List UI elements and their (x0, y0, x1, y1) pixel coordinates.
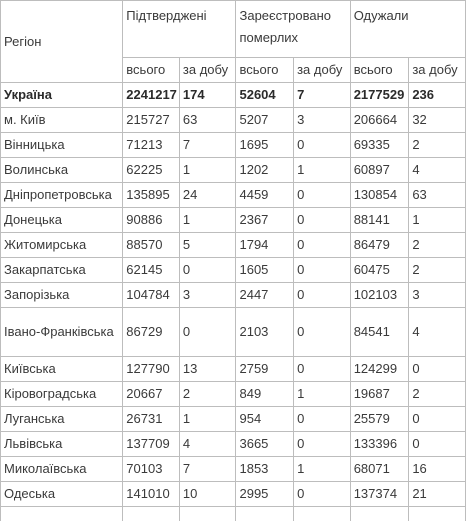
cell-confirmed-per-day: 1 (179, 407, 236, 432)
cell-deaths-per-day: 0 (294, 357, 351, 382)
cell-confirmed-per-day: 63 (179, 108, 236, 133)
table-row (1, 407, 466, 432)
cell-deaths-per-day: 0 (294, 183, 351, 208)
cell-deaths-per-day: 0 (294, 233, 351, 258)
cell-recovered-total: 84541 (350, 308, 409, 357)
cell-confirmed-total: 135895 (123, 183, 180, 208)
table-row (1, 208, 466, 233)
cell-region: м. Київ (1, 108, 123, 133)
cell-confirmed-per-day: 1 (179, 208, 236, 233)
header-confirmed-per-day: за добу (179, 58, 236, 83)
table-row (1, 382, 466, 407)
cell-recovered-total: 60897 (350, 158, 409, 183)
cell-confirmed-per-day: 13 (179, 357, 236, 382)
table-body (1, 83, 466, 521)
cell-confirmed-total: 215727 (123, 108, 180, 133)
cell-confirmed-total: 141010 (123, 482, 180, 507)
cell-recovered-per-day: 2 (409, 133, 466, 158)
cell-deaths-per-day: 1 (294, 158, 351, 183)
cell-confirmed-total: 90886 (123, 208, 180, 233)
cell-deaths-total: 1605 (236, 258, 294, 283)
cell-confirmed-per-day: 0 (179, 258, 236, 283)
cell-confirmed-per-day: 5 (179, 233, 236, 258)
table-row (1, 133, 466, 158)
cell-region: Одеська (1, 482, 123, 507)
table-row (1, 183, 466, 208)
cell-deaths-total: 3665 (236, 432, 294, 457)
table-row (1, 432, 466, 457)
cell-confirmed-per-day: 24 (179, 183, 236, 208)
cell-recovered-total: 86479 (350, 233, 409, 258)
table-row (1, 357, 466, 382)
cell-empty (236, 507, 294, 521)
cell-empty (409, 507, 466, 521)
table-row (1, 233, 466, 258)
cell-confirmed-per-day: 1 (179, 158, 236, 183)
cell-confirmed-total: 127790 (123, 357, 180, 382)
cell-recovered-per-day: 2 (409, 382, 466, 407)
cell-deaths-per-day: 0 (294, 407, 351, 432)
table-row (1, 482, 466, 507)
cell-confirmed-per-day: 7 (179, 133, 236, 158)
cell-confirmed-per-day: 4 (179, 432, 236, 457)
cell-recovered-per-day: 0 (409, 407, 466, 432)
cell-empty (350, 507, 409, 521)
cell-recovered-per-day: 3 (409, 283, 466, 308)
cell-region: Київська (1, 357, 123, 382)
cell-confirmed-per-day: 10 (179, 482, 236, 507)
cell-confirmed-total: 2241217 (123, 83, 180, 108)
table-row (1, 283, 466, 308)
cell-recovered-per-day: 0 (409, 357, 466, 382)
cell-region: Донецька (1, 208, 123, 233)
cell-recovered-total: 130854 (350, 183, 409, 208)
cell-confirmed-per-day: 174 (179, 83, 236, 108)
cell-region: Дніпропетровська (1, 183, 123, 208)
cell-empty (294, 507, 351, 521)
cell-deaths-per-day: 0 (294, 133, 351, 158)
cell-recovered-per-day: 63 (409, 183, 466, 208)
cell-confirmed-total: 70103 (123, 457, 180, 482)
cell-recovered-per-day: 2 (409, 233, 466, 258)
cell-recovered-total: 69335 (350, 133, 409, 158)
header-deaths: Зареєстровано померлих (236, 1, 350, 58)
table-row-partial (1, 507, 466, 521)
cell-deaths-total: 1794 (236, 233, 294, 258)
cell-deaths-per-day: 7 (294, 83, 351, 108)
cell-recovered-total: 206664 (350, 108, 409, 133)
header-confirmed-total: всього (123, 58, 180, 83)
cell-region: Луганська (1, 407, 123, 432)
cell-region: Україна (1, 83, 123, 108)
cell-confirmed-total: 137709 (123, 432, 180, 457)
cell-confirmed-total: 86729 (123, 308, 180, 357)
cell-deaths-total: 1853 (236, 457, 294, 482)
cell-deaths-per-day: 1 (294, 457, 351, 482)
cell-recovered-total: 68071 (350, 457, 409, 482)
header-region: Регіон (1, 1, 123, 83)
cell-recovered-total: 88141 (350, 208, 409, 233)
cell-deaths-total: 2759 (236, 357, 294, 382)
cell-recovered-total: 60475 (350, 258, 409, 283)
header-row-groups (1, 1, 466, 58)
header-recovered-total: всього (350, 58, 409, 83)
cell-recovered-total: 102103 (350, 283, 409, 308)
cell-region: Львівська (1, 432, 123, 457)
cell-deaths-per-day: 1 (294, 382, 351, 407)
cell-recovered-per-day: 16 (409, 457, 466, 482)
cell-deaths-total: 1202 (236, 158, 294, 183)
cell-region: Івано-Франківська (1, 308, 123, 357)
cell-recovered-total: 124299 (350, 357, 409, 382)
cell-confirmed-total: 62225 (123, 158, 180, 183)
cell-confirmed-total: 104784 (123, 283, 180, 308)
cell-region: Закарпатська (1, 258, 123, 283)
header-deaths-total: всього (236, 58, 294, 83)
cell-deaths-total: 2103 (236, 308, 294, 357)
cell-deaths-per-day: 0 (294, 432, 351, 457)
cell-confirmed-per-day: 0 (179, 308, 236, 357)
cell-confirmed-per-day: 2 (179, 382, 236, 407)
cell-deaths-total: 954 (236, 407, 294, 432)
cell-region: Волинська (1, 158, 123, 183)
cell-recovered-per-day: 4 (409, 158, 466, 183)
table-row (1, 308, 466, 357)
table-row (1, 457, 466, 482)
cell-recovered-per-day: 4 (409, 308, 466, 357)
cell-confirmed-total: 62145 (123, 258, 180, 283)
cell-deaths-total: 52604 (236, 83, 294, 108)
cell-recovered-per-day: 236 (409, 83, 466, 108)
cell-region: Миколаївська (1, 457, 123, 482)
cell-confirmed-total: 20667 (123, 382, 180, 407)
cell-recovered-total: 133396 (350, 432, 409, 457)
table-row (1, 158, 466, 183)
cell-deaths-per-day: 0 (294, 482, 351, 507)
cell-deaths-total: 849 (236, 382, 294, 407)
cell-recovered-total: 25579 (350, 407, 409, 432)
cell-deaths-total: 2367 (236, 208, 294, 233)
cell-region: Кіровоградська (1, 382, 123, 407)
cell-confirmed-per-day: 3 (179, 283, 236, 308)
cell-recovered-per-day: 21 (409, 482, 466, 507)
cell-recovered-total: 2177529 (350, 83, 409, 108)
cell-recovered-total: 19687 (350, 382, 409, 407)
cell-confirmed-total: 71213 (123, 133, 180, 158)
cell-recovered-per-day: 0 (409, 432, 466, 457)
cell-confirmed-total: 88570 (123, 233, 180, 258)
header-confirmed: Підтверджені (123, 1, 236, 58)
cell-recovered-total: 137374 (350, 482, 409, 507)
cell-deaths-per-day: 0 (294, 208, 351, 233)
cell-deaths-per-day: 0 (294, 258, 351, 283)
table-row (1, 108, 466, 133)
table-header (1, 1, 466, 83)
cell-empty (123, 507, 180, 521)
cell-deaths-total: 4459 (236, 183, 294, 208)
cell-region: Запорізька (1, 283, 123, 308)
cell-recovered-per-day: 1 (409, 208, 466, 233)
header-recovered-per-day: за добу (409, 58, 466, 83)
header-deaths-per-day: за добу (294, 58, 351, 83)
cell-empty (179, 507, 236, 521)
table-row (1, 258, 466, 283)
table-row-total (1, 83, 466, 108)
cell-deaths-per-day: 0 (294, 283, 351, 308)
header-recovered: Одужали (350, 1, 465, 58)
cell-deaths-per-day: 0 (294, 308, 351, 357)
cell-recovered-per-day: 32 (409, 108, 466, 133)
cell-recovered-per-day: 2 (409, 258, 466, 283)
cell-deaths-total: 5207 (236, 108, 294, 133)
cell-region: Вінницька (1, 133, 123, 158)
cell-empty (1, 507, 123, 521)
cell-deaths-per-day: 3 (294, 108, 351, 133)
cell-deaths-total: 2447 (236, 283, 294, 308)
cell-confirmed-per-day: 7 (179, 457, 236, 482)
cell-deaths-total: 1695 (236, 133, 294, 158)
cell-confirmed-total: 26731 (123, 407, 180, 432)
cell-region: Житомирська (1, 233, 123, 258)
cell-deaths-total: 2995 (236, 482, 294, 507)
